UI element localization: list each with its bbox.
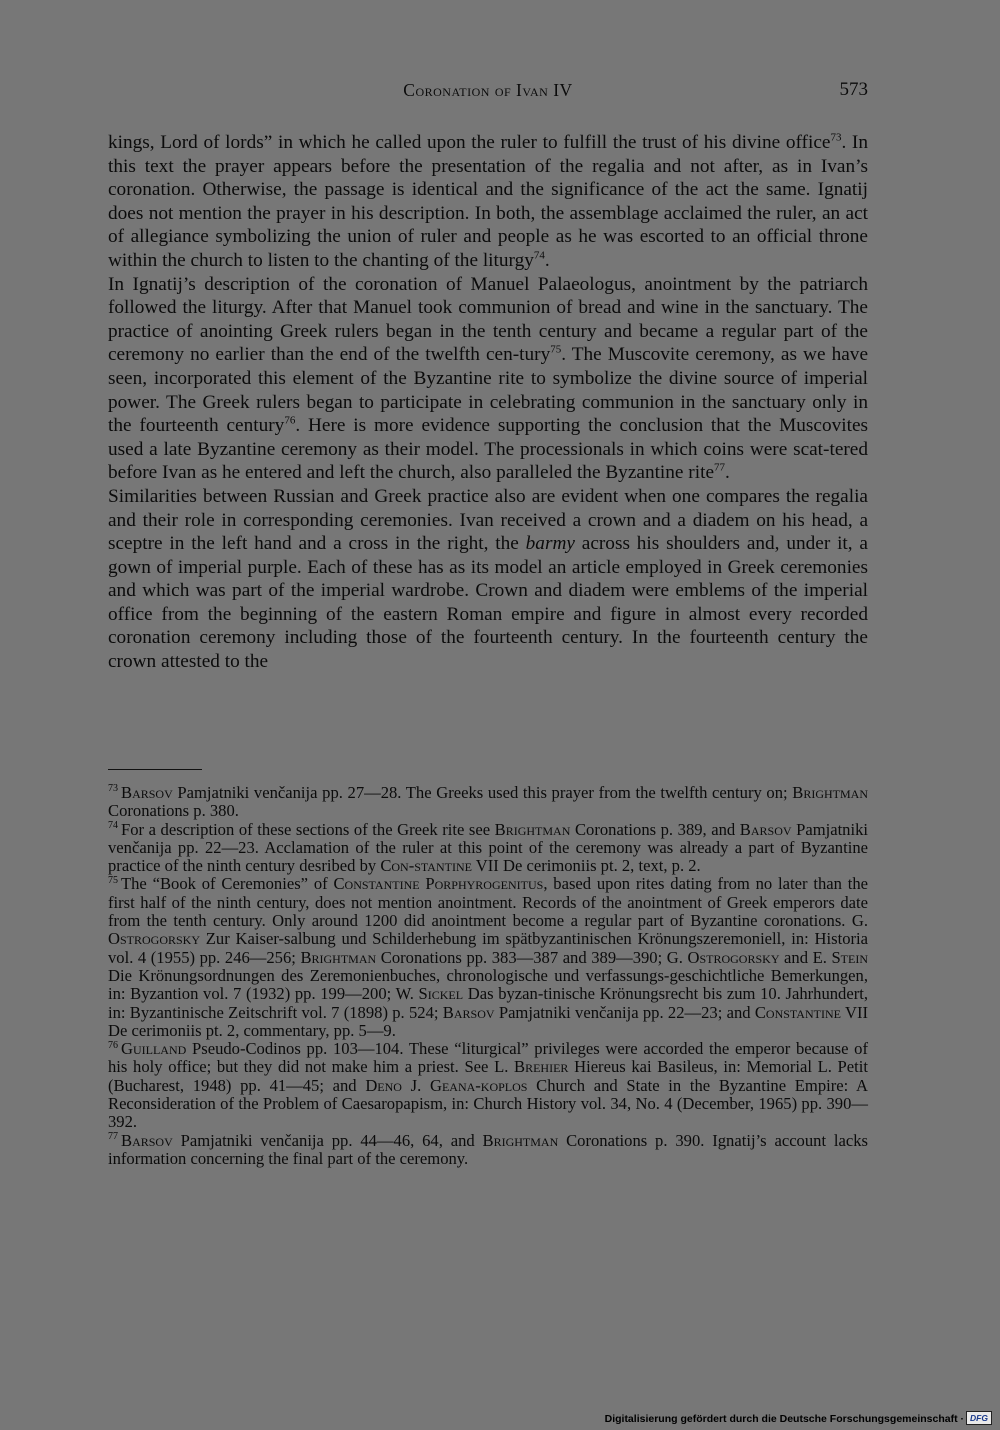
text-run: Zur Kaiser-salbung und Schilderhebung im spätbyzantinischen Krönungszeremoniell, in: Historia vol. 4 (1955) pp. 246—256; (108, 929, 868, 967)
text-run: . In this text the prayer appears before the presentation of the regalia and not after, as in Ivan’s coronation. Otherwise, the passage is identical and the significance of the act the same. Ignatij does not mention the prayer in his description. In both, the assemblage acclaimed the ruler, an act of allegiance symbolizing the union of ruler and people as he was escorted to an official throne within the church to listen to the chanting of the liturgy (108, 132, 868, 271)
author-name: Brehier (514, 1057, 569, 1077)
author-name: Sickel (418, 984, 464, 1004)
text-run: Coronations pp. 383—387 and 389—390; G. (376, 947, 688, 967)
page-number: 573 (839, 79, 868, 100)
text-run: . Here is more evidence supporting the conclusion that the Muscovites used a late Byzantine ceremony as their model. The processionals in which coins were scat-tered before Ivan as he entered and left the church, also paralleled the Byzantine rite (108, 415, 869, 484)
author-name: Constantine (754, 1002, 841, 1022)
author-name: Barsov (121, 1130, 173, 1150)
text-run: Pamjatniki venčanija pp. 22—23; and (494, 1002, 755, 1022)
text-run: For a description of these sections of the Greek rite see (121, 819, 495, 839)
footnote-rule (108, 769, 202, 770)
author-name: Brightman (494, 819, 571, 839)
text-run: VII De cerimoniis pt. 2, commentary, pp. 5—9. (108, 1002, 868, 1040)
text-run: Church and State in the Byzantine Empire: A Reconsideration of the Problem of Caesaropapism, in: Church History vol. 34, No. 4 (December, 1965) pp. 390—392. (108, 1075, 868, 1132)
text-run: Pamjatniki venčanija pp. 27—28. The Greeks used this prayer from the twelfth century on; (172, 783, 793, 802)
footnote-number: 75 (108, 874, 118, 886)
text-run: . (544, 249, 550, 271)
footnote-reference: 73 (830, 131, 842, 144)
author-name: Stein (831, 947, 868, 967)
author-name: Brightman (482, 1130, 559, 1150)
text-run: . (725, 462, 730, 484)
body-paragraph (108, 273, 868, 485)
text-run: Similarities between Russian and Greek practice also are evident when one compares the regalia and their role in corresponding ceremonies. Ivan received a crown and a diadem on his head, a sceptre in the left hand and a cross in the right, the (108, 485, 868, 555)
text-run: . The Muscovite ceremony, as we have seen, incorporated this element of the Byzantine rite to symbolize the divine source of imperial power. The Greek rulers began to participate in celebrating communion in the sanctuary only in the fourteenth century (108, 344, 869, 437)
author-name: Ostrogorsky (108, 929, 200, 949)
author-name: Deno (365, 1075, 402, 1095)
text-run: Pseudo-Codinos pp. 103—104. These “liturgical” privileges were accorded the emperor because of his holy office; but they did not make him a priest. See L. (108, 1039, 868, 1077)
text-run: Pamjatniki venčanija pp. 22—23. Acclamation of the ruler at this point of the ceremony was already a part of Byzantine practice of the ninth century desribed by (108, 819, 868, 876)
footnote-number: 74 (108, 820, 118, 832)
author-name: Geana-koplos (429, 1075, 528, 1095)
author-name: Brightman (792, 783, 868, 802)
body-paragraph (108, 131, 868, 273)
author-name: Brightman (300, 947, 377, 967)
running-head (108, 80, 868, 106)
author-name: Ostrogorsky (687, 947, 780, 967)
body-text (108, 131, 868, 674)
text-run: In Ignatij’s description of the coronation of Manuel Palaeologus, anointment by the patriarch followed the liturgy. After that Manuel took communion of bread and wine in the sanctuary. The practice of anointing Greek rulers began in the tenth century and became a regular part of the ceremony no earlier than the end of the twelfth cen-tury (108, 273, 868, 366)
footnote (108, 784, 868, 821)
text-run: Die Krönungsordnungen des Zeremonienbuches, chronologische und verfassungs-geschichtliche Bemerkungen, in: Byzantion vol. 7 (1932) pp. 199—200; W. (108, 965, 868, 1004)
footnote-reference: 77 (714, 461, 726, 474)
footnote (108, 1040, 868, 1131)
body-paragraph (108, 485, 868, 674)
footnote-reference: 74 (533, 249, 545, 262)
italic-term: barmy (525, 533, 575, 555)
footnote-reference: 75 (550, 343, 562, 356)
text-run: Hiereus kai Basileus, in: Memorial L. Petit (Bucharest, 1948) pp. 41—45; and (108, 1057, 868, 1095)
text-run: kings, Lord of lords” in which he called upon the ruler to fulfill the trust of his divine office (108, 132, 831, 153)
author-name: Constantine Porphyrogenitus (333, 874, 544, 894)
footnote (108, 821, 868, 876)
footnote (108, 875, 868, 1040)
text-run: Pamjatniki venčanija pp. 44—46, 64, and (172, 1130, 483, 1150)
running-title: Coronation of Ivan IV (403, 80, 573, 100)
text-run: The “Book of Ceremonies” of (121, 874, 334, 894)
digitization-credit: Digitalisierung gefördert durch die Deutsche Forschungsgemeinschaft · (604, 1413, 964, 1425)
text-run: Coronations p. 389, and (570, 819, 740, 839)
footnote-number: 76 (108, 1039, 118, 1051)
text-run: Coronations p. 390. Ignatij’s account lacks information concerning the final part of the ceremony. (108, 1130, 868, 1168)
author-name: Barsov (121, 783, 173, 802)
footnote-number: 77 (108, 1131, 118, 1143)
footnotes (108, 784, 868, 1168)
footnote (108, 1132, 868, 1169)
author-name: Guilland (121, 1039, 187, 1059)
footnote-number: 73 (108, 783, 118, 795)
text-run: Das byzan-tinische Krönungsrecht bis zum 10. Jahrhundert, in: Byzantinische Zeitschrift vol. 7 (1898) p. 524; (108, 984, 868, 1022)
author-name: Con-stantine (380, 856, 472, 876)
dfg-logo-icon: DFG (966, 1411, 992, 1425)
footnote-reference: 76 (284, 414, 296, 427)
text-run: and E. (779, 947, 832, 967)
author-name: Barsov (442, 1002, 495, 1022)
text-run: J. (401, 1075, 430, 1095)
text-run: , based upon rites dating from no later than the first half of the ninth century, does not mention anointment. Records of the anointment of Greek emperors date from the tenth century. Only around 1200 did anointment become a regular part of Byzantine coronations. G. (108, 874, 868, 931)
author-name: Barsov (739, 819, 792, 839)
text-run: across his shoulders and, under it, a gown of imperial purple. Each of these has as its model an article employed in Greek ceremonies and which was part of the imperial wardrobe. Crown and diadem were emblems of the imperial office from the beginning of the eastern Roman empire and figure in almost every recorded coronation ceremony including those of the fourteenth century. In the fourteenth century the crown attested to the (108, 533, 868, 673)
text-run: VII De cerimoniis pt. 2, text, p. 2. (471, 856, 701, 876)
text-run: Coronations p. 380. (108, 801, 239, 821)
